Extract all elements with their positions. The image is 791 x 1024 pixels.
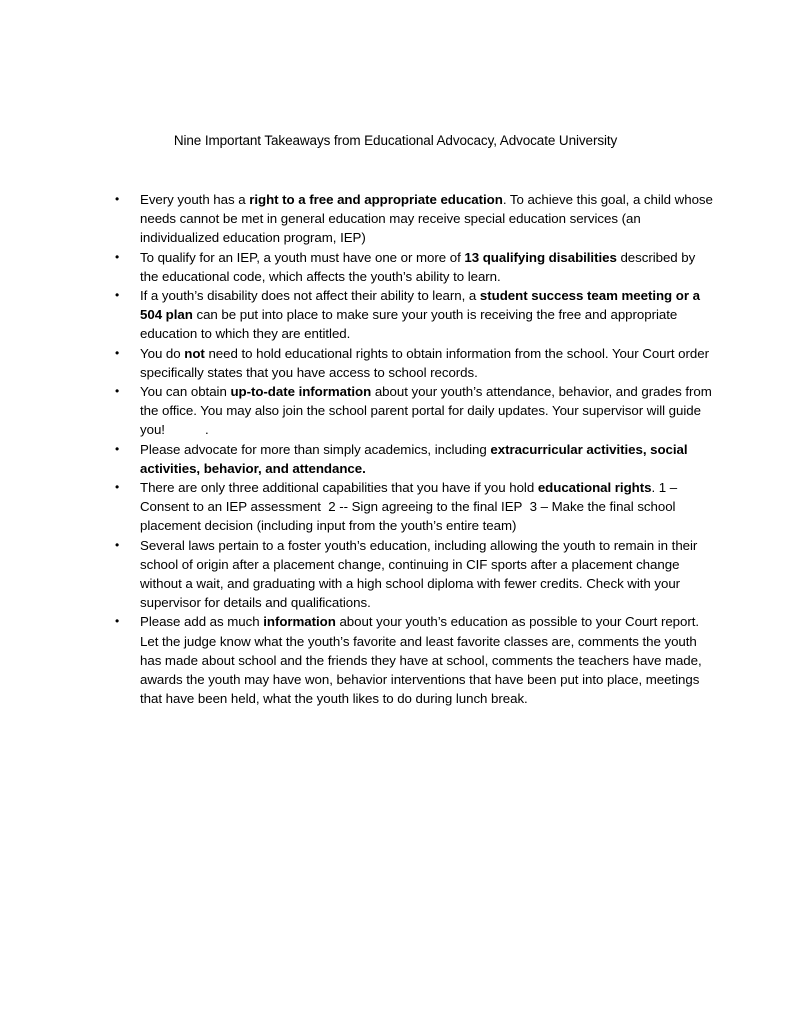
takeaway-text: about your youth’s attendance, behavior, and grades from the office. You may also join the school parent portal for daily updates. Your supervisor will guide you! .	[140, 384, 712, 438]
takeaway-item	[113, 536, 713, 613]
bullet-icon: •	[115, 384, 120, 399]
takeaway-text: Several laws pertain to a foster youth’s education, including allowing the youth to remain in their school of origin after a placement change, continuing in CIF sports after a placement change without a wait, and graduating with a high school diploma with fewer credits. Check with your supervisor for details and qualifications.	[140, 537, 698, 611]
takeaway-emphasis: extracurricular activities, social activities, behavior, and attendance.	[140, 441, 688, 476]
takeaway-text: There are only three additional capabilities that you have if you hold	[140, 480, 538, 496]
bullet-icon: •	[115, 345, 120, 360]
bullet-icon: •	[115, 288, 120, 303]
takeaway-emphasis: right to a free and appropriate education	[249, 192, 503, 207]
takeaway-text: can be put into place to make sure your youth is receiving the free and appropriate education to which they are entitled.	[140, 307, 678, 342]
bullet-icon: •	[115, 192, 120, 206]
takeaway-item	[113, 478, 713, 536]
takeaway-emphasis: not	[184, 345, 205, 361]
takeaway-emphasis: up-to-date information	[230, 384, 372, 400]
takeaway-text: Every youth has a	[140, 192, 250, 207]
takeaway-item	[113, 286, 713, 344]
takeaway-item	[113, 344, 713, 382]
takeaway-text: . To achieve this goal, a child whose needs cannot be met in general education may receive special education services (an individualized education program, IEP)	[140, 192, 713, 246]
takeaway-text: . 1 – Consent to an IEP assessment 2 -- Sign agreeing to the final IEP 3 – Make the final school placement decision (including input from the youth’s entire team)	[140, 480, 678, 534]
takeaway-item	[113, 612, 713, 708]
takeaway-emphasis: information	[263, 614, 336, 630]
bullet-icon: •	[115, 441, 120, 456]
takeaway-item	[113, 190, 713, 248]
takeaway-text: described by the educational code, which affects the youth’s ability to learn.	[140, 249, 696, 284]
takeaway-item	[113, 440, 713, 478]
takeaway-text: Please advocate for more than simply academics, including	[140, 441, 491, 457]
bullet-icon: •	[115, 480, 120, 495]
takeaway-text: If a youth’s disability does not affect their ability to learn, a	[140, 288, 480, 304]
bullet-icon: •	[115, 537, 120, 552]
takeaway-text: You do	[140, 345, 185, 361]
takeaway-emphasis: educational rights	[537, 480, 652, 496]
takeaway-text: You can obtain	[140, 384, 231, 400]
takeaway-item	[113, 248, 713, 286]
bullet-icon: •	[115, 614, 120, 629]
takeaway-item	[113, 382, 713, 440]
document-title: Nine Important Takeaways from Educational Advocacy, Advocate University	[173, 133, 618, 148]
takeaway-emphasis: 13 qualifying disabilities	[464, 249, 617, 265]
takeaways-list	[113, 190, 713, 708]
takeaway-text: Please add as much	[140, 614, 264, 630]
takeaway-emphasis: student success team meeting or a 504 plan	[140, 288, 700, 323]
takeaway-text: about your youth’s education as possible to your Court report. Let the judge know what the youth’s favorite and least favorite classes are, comments the youth has made about school and the friends they have at school, comments the teachers have made, awards the youth may have won, behavior interventions that have been put into place, meetings that have been held, what the youth likes to do during lunch break.	[140, 614, 702, 707]
bullet-icon: •	[115, 249, 120, 264]
takeaway-text: To qualify for an IEP, a youth must have one or more of	[140, 249, 465, 265]
takeaway-text: need to hold educational rights to obtain information from the school. Your Court order specifically states that you have access to school records.	[140, 345, 709, 380]
